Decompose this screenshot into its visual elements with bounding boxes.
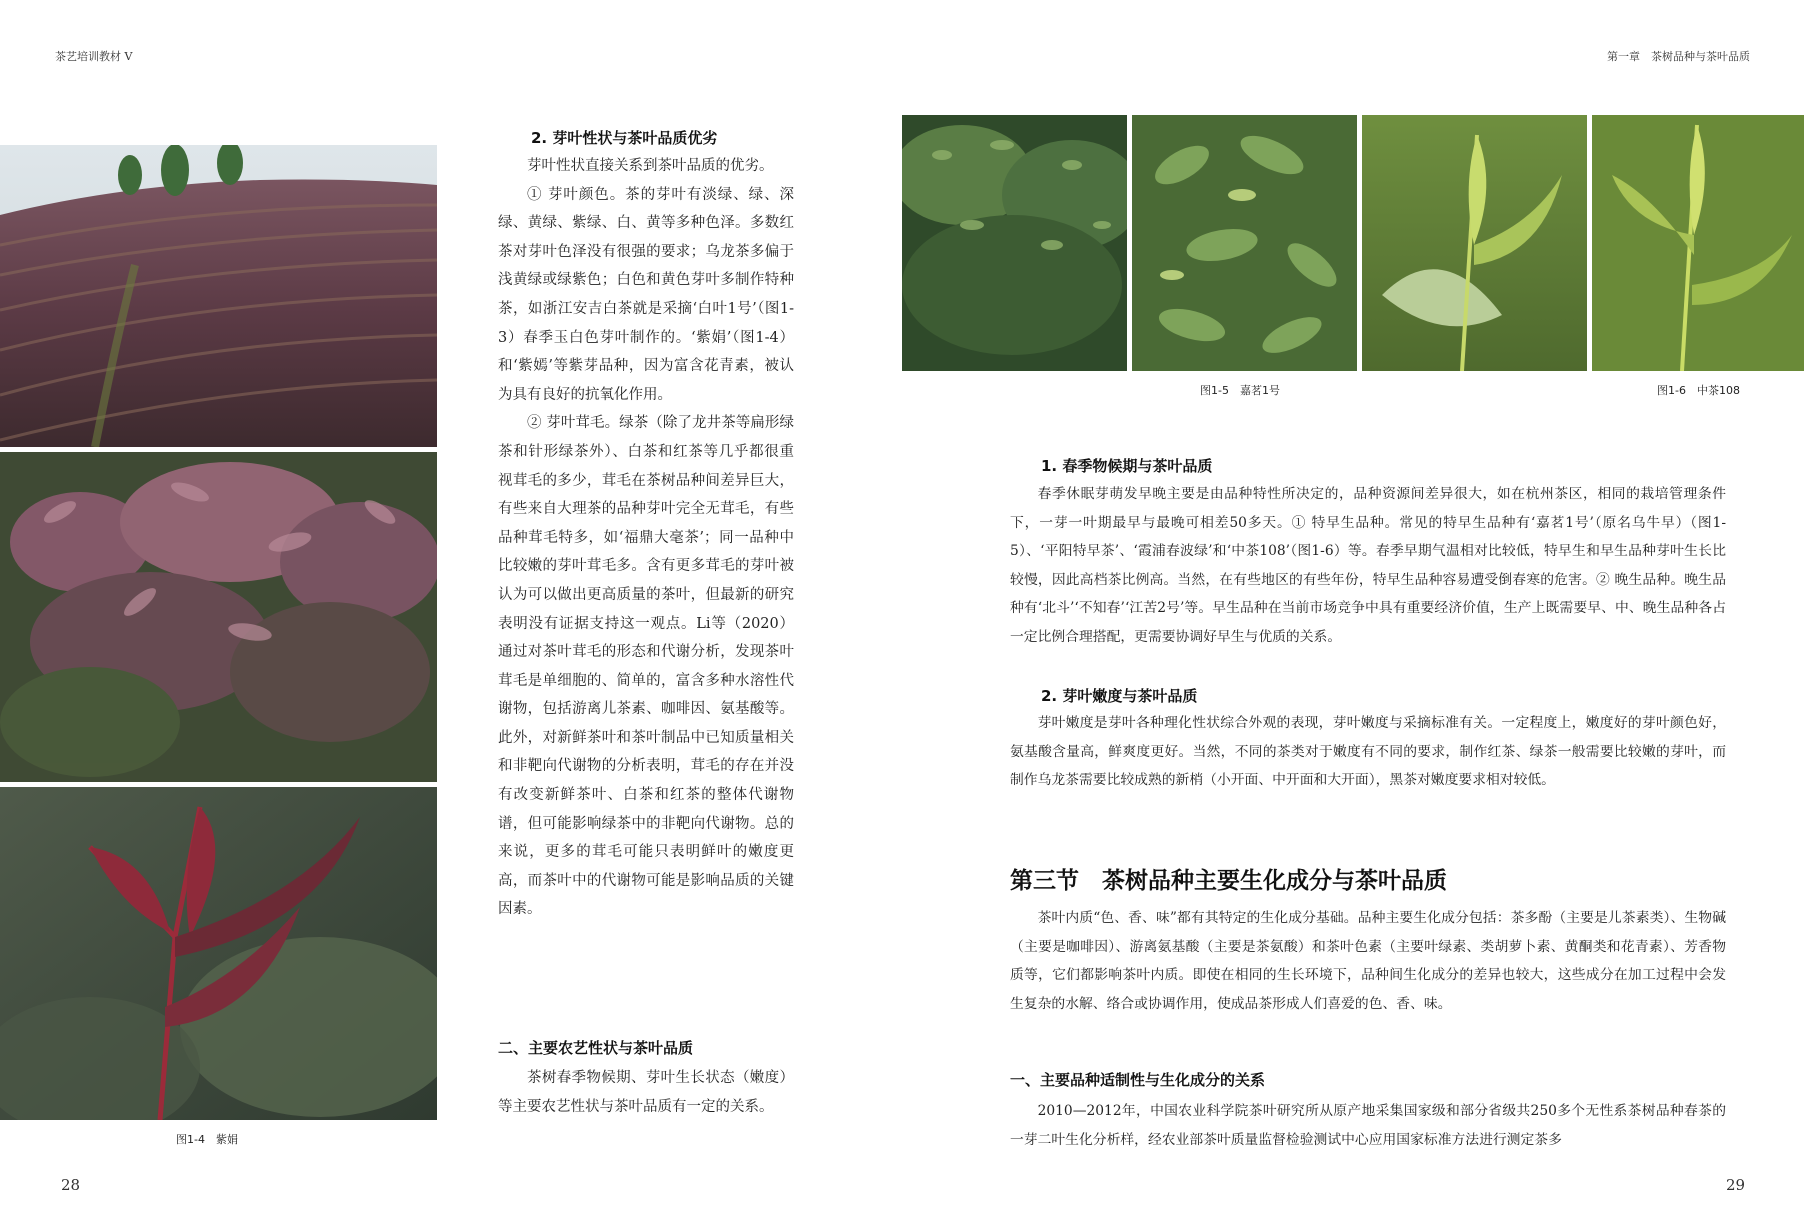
running-header-left: 茶艺培训教材 V: [55, 50, 133, 63]
caption-fig-1-6: 图1-6 中茶108: [1657, 384, 1740, 397]
photo-zhongcha-bud: [1592, 115, 1804, 371]
heading-suitability: 一、主要品种适制性与生化成分的关系: [1010, 1071, 1266, 1089]
photo-tea-plantation: [0, 145, 437, 447]
right-text-block-1: [1010, 480, 1726, 652]
left-text-column: [498, 152, 794, 924]
right-text-block-2: [1010, 709, 1726, 795]
left-text-column-2: [498, 1064, 794, 1121]
paragraph-bud-traits-intro: 芽叶性状直接关系到茶叶品质的优劣。: [527, 158, 774, 174]
paragraph-suitability: 2010—2012年，中国农业科学院茶叶研究所从原产地采集国家级和部分省级共250多个无性系茶树品种春茶的一芽二叶生化分析样，经农业部茶叶质量监督检验测试中心应用国家标准方法进行测定茶多: [1010, 1103, 1726, 1148]
right-text-block-4: [1010, 1097, 1726, 1154]
paragraph-tenderness: 芽叶嫩度是芽叶各种理化性状综合外观的表现，芽叶嫩度与采摘标准有关。一定程度上，嫩度好的芽叶颜色好，氨基酸含量高，鲜爽度更好。当然，不同的茶类对于嫩度有不同的要求，制作红茶、绿茶一般需要比较嫩的芽叶，而制作乌龙茶需要比较成熟的新梢（小开面、中开面和大开面），黑茶对嫩度要求相对较低。: [1010, 715, 1726, 789]
photo-purple-tea-bush: [0, 452, 437, 782]
section-title: 第三节 茶树品种主要生化成分与茶叶品质: [1010, 867, 1447, 894]
paragraph-phenology: 春季休眠芽萌发早晚主要是由品种特性所决定的，品种资源间差异很大，如在杭州茶区，相同的栽培管理条件下，一芽一叶期最早与最晚可相差50多天。① 特早生品种。常见的特早生品种有‘嘉茗1号’（原名乌牛早）（图1-5）、‘平阳特早茶’、‘霞浦春波绿’和‘中茶108’（图1-6）等。春季早期气温相对比较低，特早生和早生品种芽叶生长比较慢，因此高档茶比例高。当然，在有些地区的有些年份，特早生品种容易遭受倒春寒的危害。② 晚生品种。晚生品种有‘北斗’‘不知春’‘江苦2号’等。早生品种在当前市场竞争中具有重要经济价值，生产上既需要早、中、晚生品种各占一定比例合理搭配，更需要协调好早生与优质的关系。: [1010, 486, 1726, 645]
photo-zijuan-shoot: [0, 787, 437, 1120]
heading-bud-traits: 2. 芽叶性状与茶叶品质优劣: [531, 129, 718, 147]
paragraph-section-intro: 茶叶内质“色、香、味”都有其特定的生化成分基础。品种主要生化成分包括：茶多酚（主要是儿茶素类）、生物碱（主要是咖啡因）、游离氨基酸（主要是茶氨酸）和茶叶色素（主要叶绿素、类胡萝卜素、黄酮类和花青素）、芳香物质等，它们都影响茶叶内质。即使在相同的生长环境下，品种间生化成分的差异也较大，这些成分在加工过程中会发生复杂的水解、络合或协调作用，使成品茶形成人们喜爱的色、香、味。: [1010, 910, 1726, 1012]
caption-fig-1-5: 图1-5 嘉茗1号: [1200, 384, 1280, 397]
paragraph-bud-color: ① 芽叶颜色。茶的芽叶有淡绿、绿、深绿、黄绿、紫绿、白、黄等多种色泽。多数红茶对芽叶色泽没有很强的要求；乌龙茶多偏于浅黄绿或绿紫色；白色和黄色芽叶多制作特种茶，如浙江安吉白茶就是采摘‘白叶1号’（图1-3）春季玉白色芽叶制作的。‘紫娟’（图1-4）和‘紫嫣’等紫芽品种，因为富含花青素，被认为具有良好的抗氧化作用。: [498, 186, 794, 403]
heading-spring-phenology: 1. 春季物候期与茶叶品质: [1041, 457, 1213, 475]
heading-agronomic-traits: 二、主要农艺性状与茶叶品质: [498, 1039, 694, 1057]
heading-tenderness: 2. 芽叶嫩度与茶叶品质: [1041, 687, 1198, 705]
right-text-block-3: [1010, 904, 1726, 1018]
photo-jiaming-leaves: [1132, 115, 1357, 371]
photo-zhongcha-shoot: [1362, 115, 1587, 371]
running-header-right: 第一章 茶树品种与茶叶品质: [1607, 50, 1750, 63]
page-number-right: 29: [1726, 1176, 1746, 1194]
paragraph-agronomic: 茶树春季物候期、芽叶生长状态（嫩度）等主要农艺性状与茶叶品质有一定的关系。: [498, 1070, 794, 1115]
caption-fig-1-4: 图1-4 紫娟: [176, 1133, 238, 1146]
page-number-left: 28: [61, 1176, 81, 1194]
photo-jiaming-bush: [902, 115, 1127, 371]
paragraph-bud-hair: ② 芽叶茸毛。绿茶（除了龙井茶等扁形绿茶和针形绿茶外）、白茶和红茶等几乎都很重视茸毛的多少，茸毛在茶树品种间差异巨大，有些来自大理茶的品种芽叶完全无茸毛，有些品种茸毛特多，如‘福鼎大毫茶’；同一品种中比较嫩的芽叶茸毛多。含有更多茸毛的芽叶被认为可以做出更高质量的茶叶，但最新的研究表明没有证据支持这一观点。Li等（2020）通过对茶叶茸毛的形态和代谢分析，发现茶叶茸毛是单细胞的、简单的，富含多种水溶性代谢物，包括游离儿茶素、咖啡因、氨基酸等。此外，对新鲜茶叶和茶叶制品中已知质量相关和非靶向代谢物的分析表明，茸毛的存在并没有改变新鲜茶叶、白茶和红茶的整体代谢物谱，但可能影响绿茶中的非靶向代谢物。总的来说，更多的茸毛可能只表明鲜叶的嫩度更高，而茶叶中的代谢物可能是影响品质的关键因素。: [498, 415, 794, 918]
